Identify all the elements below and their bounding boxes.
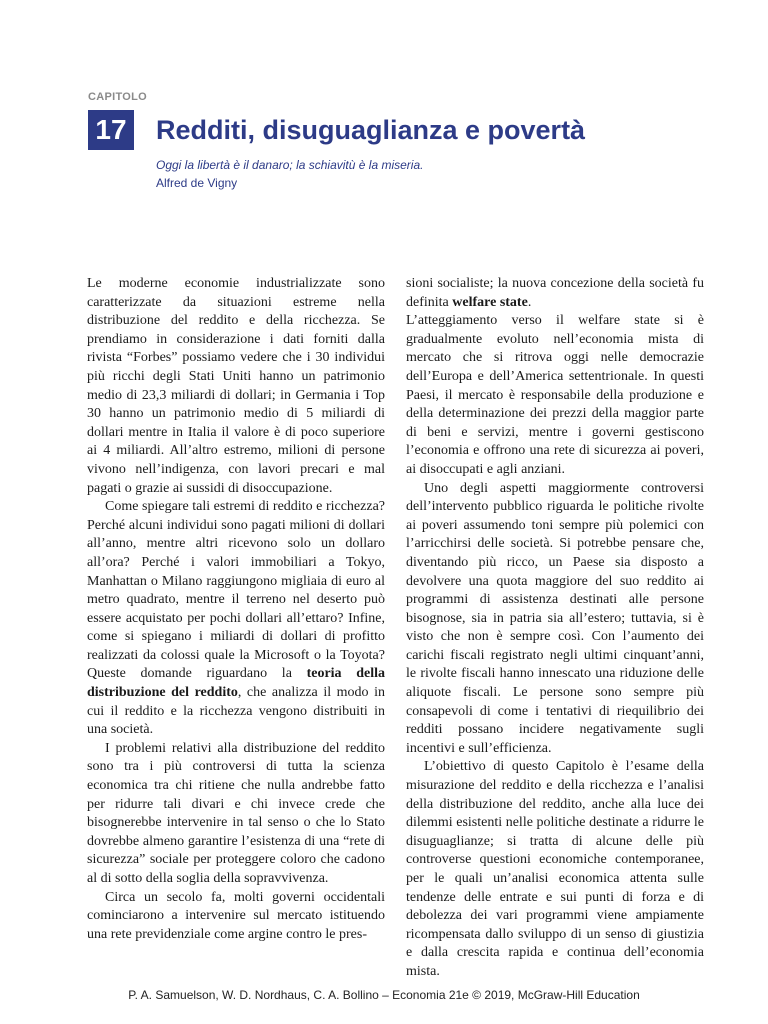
paragraph bbox=[87, 498, 385, 740]
key-term: welfare state bbox=[452, 294, 528, 310]
paragraph-text: sioni socialiste; la nuova concezione della società fu definita bbox=[406, 276, 704, 310]
paragraph: I problemi relativi alla distribuzione del reddito sono tra i più controversi di tutta la scienza economica tra chi ritiene che nulla andrebbe fatto per ridurre tali divari e chi invece crede che bisognerebbe intervenire in tal senso o che lo Stato dovrebbe almeno garantire l’esistenza di una “rete di sicurezza” sociale per proteggere coloro che cadono al di sotto della soglia della sopravvivenza. bbox=[87, 740, 385, 886]
chapter-title: Redditi, disuguaglianza e povertà bbox=[156, 115, 586, 145]
paragraph: Uno degli aspetti maggiormente controversi dell’intervento pubblico riguarda le politiche rivolte ai poveri assumendo toni sempre più polemici con l’arricchirsi delle società. Si potrebbe pensare che, diventando più ricco, un Paese sia disposto a devolvere una quota maggiore del suo reddito ai programmi di assistenza destinati alle persone bisognose, sia in patria sia all’estero; tuttavia, si è visto che non è sempre così. Con l’aumento dei carichi fiscali registrato negli ultimi cinquant’anni, le rivolte fiscali hanno innescato una riduzione delle aliquote fiscali. Le persone sono sempre più consapevoli di come i tentativi di riequilibrio dei redditi possano incidere negativamente sugli incentivi e sull’efficienza. bbox=[406, 480, 704, 756]
chapter-number-badge: 17 bbox=[88, 110, 134, 150]
paragraph: Le moderne economie industrializzate sono caratterizzate da situazioni estreme nella distribuzione del reddito e della ricchezza. Se prendiamo in considerazione i dati forniti dalla rivista “Forbes” possiamo vedere che i 30 individui più ricchi degli Stati Uniti hanno un patrimonio medio di 23,3 miliardi di dollari; in Germania i Top 30 hanno un patrimonio medio di 5 miliardi di dollari mentre in Italia il valore è di poco superiore ai 4 miliardi. All’altro estremo, milioni di persone vivono nell’indigenza, con lavori precari e mal pagati o grazie ai sussidi di disoccupazione. bbox=[87, 276, 385, 496]
paragraph: L’obiettivo di questo Capitolo è l’esame della misurazione del reddito e della ricchezza e l’analisi della distribuzione del reddito, anche alla luce dei dilemmi esistenti nelle politiche destinate a ridurre le disuguaglianze; si tratta di alcune delle più controverse questioni economiche contemporanee, per le quali un’analisi economica attenta sulle tendenze delle entrate e sui punti di forza e di debolezza dei vari programmi viene ampiamente ricompensata dallo sviluppo di un senso di giustizia e dalla crescita rapida e continua dell’economia mista. bbox=[406, 759, 704, 979]
right-text-column bbox=[406, 275, 704, 982]
paragraph-text: Come spiegare tali estremi di reddito e ricchezza? Perché alcuni individui sono pagati milioni di dollari all’anno, mentre altri ricevono solo un dollaro all’ora? Perché i valori immobiliari a Tokyo, Manhattan o Milano raggiungono migliaia di euro al metro quadrato, mentre il terreno nel deserto può essere acquistato per pochi dollari all’ettaro? Infine, come si spiegano i miliardi di dollari di profitto realizzati da colossi quale la Microsoft o la Toyota? Queste domande riguardano la bbox=[87, 499, 385, 682]
paragraph bbox=[406, 275, 704, 312]
paragraph: L’atteggiamento verso il welfare state si è gradualmente evoluto nell’economia mista di mercato che si ritrova oggi nelle democrazie dell’Europa e dell’America settentrionale. In questi Paesi, il mercato è responsabile della produzione e della determinazione dei prezzi della maggior parte di beni e servizi, mentre i governi gestiscono l’economia e offrono una rete di sicurezza ai poveri, ai disoccupati e agli anziani. bbox=[406, 313, 704, 477]
left-text-column bbox=[87, 275, 385, 944]
paragraph: Circa un secolo fa, molti governi occidentali cominciarono a intervenire sul mercato istituendo una rete previdenziale come argine contro le pres- bbox=[87, 889, 385, 942]
paragraph-text: , che analizza il modo in cui il reddito e la ricchezza vengono distribuiti in una società. bbox=[87, 685, 385, 738]
epigraph-quote: Oggi la libertà è il danaro; la schiavitù è la miseria. bbox=[156, 158, 424, 172]
key-term: teoria della distribuzione del reddito bbox=[87, 666, 385, 701]
paragraph-text: . bbox=[527, 294, 532, 310]
page-footer: P. A. Samuelson, W. D. Nordhaus, C. A. Bollino – Economia 21e © 2019, McGraw-Hill Education bbox=[128, 988, 640, 1002]
epigraph-author: Alfred de Vigny bbox=[156, 176, 238, 190]
chapter-label: CAPITOLO bbox=[88, 91, 148, 103]
